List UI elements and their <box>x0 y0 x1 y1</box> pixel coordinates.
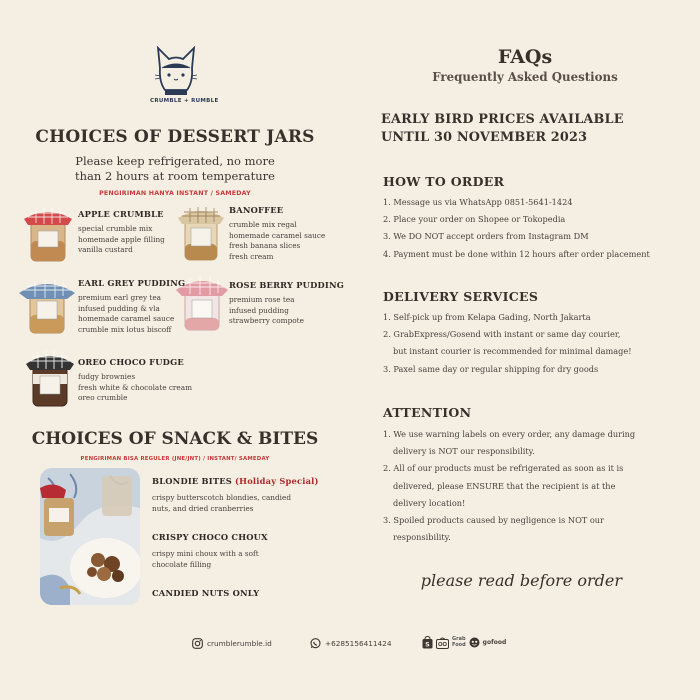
whatsapp-icon <box>310 638 321 649</box>
dessert-item-rose-berry-pudding <box>229 280 344 327</box>
dessert-description: fudgy brownies <box>78 372 136 381</box>
dessert-description: homemade apple filling <box>78 234 165 244</box>
delivery-platforms <box>422 636 506 649</box>
delivery-services-list <box>383 309 693 378</box>
dessert-item-oreo-choco-fudge <box>78 357 192 404</box>
snack-description: crispy butterscotch blondies, candied <box>152 493 292 502</box>
whatsapp-number: +6285156411424 <box>325 639 392 648</box>
faq-subtitle: Frequently Asked Questions <box>432 70 618 84</box>
snack-description: chocolate filling <box>152 559 212 569</box>
dessert-description: infused pudding & vla <box>78 303 160 313</box>
early-bird-banner <box>381 111 624 147</box>
how-to-order-title: HOW TO ORDER <box>383 174 505 189</box>
list-item: 3. We DO NOT accept orders from Instagram DM <box>383 231 589 242</box>
dessert-description: fresh banana slices <box>229 241 301 251</box>
snack-name: CANDIED NUTS ONLY <box>152 588 260 598</box>
right-column <box>350 0 700 630</box>
list-item: 4. Payment must be done within 12 hours after order placement <box>383 248 650 259</box>
dessert-name: BANOFFEE <box>229 205 284 215</box>
instagram-icon <box>192 638 203 649</box>
list-item: 1. Message us via WhatsApp 0851-5641-1424 <box>383 197 573 207</box>
holiday-special-tag: (Holiday Special) <box>235 476 319 486</box>
dessert-description: homemade caramel sauce <box>78 314 175 324</box>
snack-photo <box>40 468 140 605</box>
dessert-shipping-note: PENGIRIMAN HANYA INSTANT / SAMEDAY <box>99 190 251 197</box>
attention-list <box>383 426 693 546</box>
tokopedia-icon[interactable] <box>436 637 449 649</box>
dessert-name: EARL GREY PUDDING <box>78 278 186 288</box>
list-item: 2. All of our products must be refrigerated as soon as it is <box>383 463 624 474</box>
dessert-item-earl-grey-pudding <box>78 278 185 335</box>
refrigeration-note <box>0 154 350 184</box>
oreo-choco-fudge-jar-icon <box>24 350 76 408</box>
dessert-description: vanilla custard <box>78 245 133 255</box>
cat-logo-icon <box>153 46 199 96</box>
dessert-item-banoffee <box>229 205 325 262</box>
dessert-description: homemade caramel sauce <box>229 230 326 240</box>
list-item: 2. GrabExpress/Gosend with instant or same day courier, <box>383 329 621 340</box>
dessert-name: ROSE BERRY PUDDING <box>229 280 345 290</box>
snack-description: nuts, and dried cranberries <box>152 503 254 513</box>
earl-grey-pudding-jar-icon <box>17 279 77 335</box>
snack-shipping-note: PENGIRIMAN BISA REGULER (JNE/JNT) / INSTANT/ SAMEDAY <box>80 456 270 462</box>
dessert-description: fresh cream <box>229 251 274 261</box>
dessert-section-title: CHOICES OF DESSERT JARS <box>35 127 315 147</box>
dessert-description: premium rose tea <box>229 295 295 304</box>
attention-title: ATTENTION <box>383 405 472 420</box>
dessert-description: premium earl grey tea <box>78 293 161 302</box>
list-item: 3. Paxel same day or regular shipping for dry goods <box>383 363 599 374</box>
snack-description: crispy mini choux with a soft <box>152 549 259 558</box>
early-bird-line: EARLY BIRD PRICES AVAILABLE <box>381 112 624 127</box>
banoffee-jar-icon <box>176 206 226 262</box>
early-bird-line: UNTIL 30 NOVEMBER 2023 <box>381 130 588 145</box>
list-item: 1. We use warning labels on every order, any damage during <box>383 429 636 439</box>
snack-name: CRISPY CHOCO CHOUX <box>152 532 268 542</box>
dessert-name: OREO CHOCO FUDGE <box>78 357 184 367</box>
dessert-description: oreo crumble <box>78 393 128 403</box>
list-item: delivery is NOT our responsibility. <box>393 446 535 457</box>
snack-name <box>152 476 319 486</box>
list-item: responsibility. <box>393 532 451 543</box>
dessert-description: fresh white & chocolate cream <box>78 382 193 392</box>
list-item: 2. Place your order on Shopee or Tokopedia <box>383 214 566 225</box>
refrigeration-note-line: Please keep refrigerated, no more <box>75 154 275 168</box>
whatsapp-link[interactable] <box>310 638 391 649</box>
closing-note: please read before order <box>420 571 622 590</box>
footer <box>0 630 700 660</box>
instagram-handle: crumblerumble.id <box>207 639 272 648</box>
faq-title: FAQs <box>497 46 553 68</box>
apple-crumble-jar-icon <box>22 207 74 263</box>
dessert-name: APPLE CRUMBLE <box>78 209 164 219</box>
dessert-item-apple-crumble <box>78 209 165 256</box>
brand-logo <box>150 46 219 104</box>
gofood-label[interactable]: gofood <box>482 639 507 646</box>
list-item: but instant courier is recommended for minimal damage! <box>393 346 632 357</box>
snack-item-candied-nuts <box>152 588 259 605</box>
list-item: delivery location! <box>393 497 466 508</box>
dessert-description: crumble mix regal <box>229 220 297 229</box>
grabfood-logo-line: Food <box>452 641 466 648</box>
dessert-description: crumble mix lotus biscoff <box>78 324 172 334</box>
delivery-services-title: DELIVERY SERVICES <box>383 289 539 304</box>
svg-text:S: S <box>425 640 430 649</box>
dessert-description: strawberry compote <box>229 316 304 326</box>
dessert-description: special crumble mix <box>78 224 153 233</box>
snack-section-title: CHOICES OF SNACK & BITES <box>31 429 319 449</box>
grabfood-logo-line: Grab <box>452 636 466 642</box>
how-to-order-list <box>383 194 693 263</box>
snack-item-crispy-choco-choux <box>152 532 268 570</box>
gofood-icon <box>469 637 480 648</box>
shopee-icon[interactable] <box>422 636 433 649</box>
snack-name-text: BLONDIE BITES <box>152 476 232 486</box>
snack-photo-illustration <box>40 468 140 605</box>
list-item: 3. Spoiled products caused by negligence is NOT our <box>383 515 604 526</box>
snack-item-blondie-bites <box>152 476 319 514</box>
list-item: 1. Self-pick up from Kelapa Gading, North Jakarta <box>383 312 591 322</box>
list-item: delivered, please ENSURE that the recipient is at the <box>393 480 616 491</box>
brand-name: CRUMBLE + RUMBLE <box>150 98 219 104</box>
refrigeration-note-line: than 2 hours at room temperature <box>75 169 275 183</box>
dessert-description: infused pudding <box>229 305 289 315</box>
left-column <box>0 0 350 630</box>
grabfood-logo[interactable] <box>452 637 466 648</box>
instagram-link[interactable] <box>192 638 272 649</box>
